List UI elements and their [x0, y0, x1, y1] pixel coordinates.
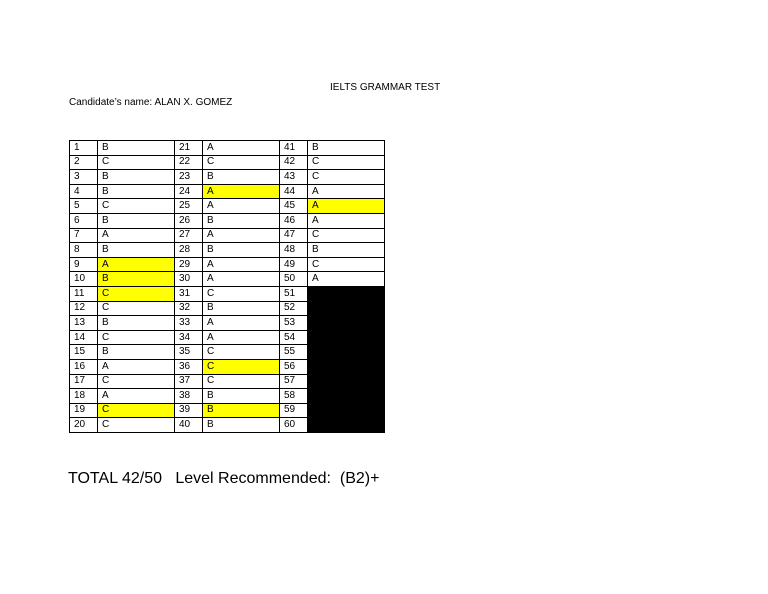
question-number: 45 — [280, 199, 308, 214]
question-number: 37 — [175, 374, 203, 389]
blacked-out-cell — [308, 374, 385, 389]
answer-table — [69, 140, 385, 433]
test-title: IELTS GRAMMAR TEST — [330, 82, 441, 93]
table-row — [70, 403, 385, 418]
question-number: 29 — [175, 257, 203, 272]
answer-cell: C — [308, 228, 385, 243]
question-number: 15 — [70, 345, 98, 360]
table-row — [70, 184, 385, 199]
answer-cell: A — [203, 330, 280, 345]
blacked-out-cell — [308, 286, 385, 301]
answer-cell: A — [98, 257, 175, 272]
answer-cell: C — [308, 170, 385, 185]
question-number: 20 — [70, 418, 98, 433]
question-number: 47 — [280, 228, 308, 243]
question-number: 51 — [280, 286, 308, 301]
answer-cell: C — [98, 155, 175, 170]
question-number: 24 — [175, 184, 203, 199]
blacked-out-cell — [308, 418, 385, 433]
answer-cell: A — [203, 257, 280, 272]
question-number: 16 — [70, 359, 98, 374]
answer-cell: C — [98, 286, 175, 301]
answer-cell: B — [308, 243, 385, 258]
answer-cell: C — [98, 374, 175, 389]
question-number: 59 — [280, 403, 308, 418]
question-number: 44 — [280, 184, 308, 199]
question-number: 56 — [280, 359, 308, 374]
question-number: 14 — [70, 330, 98, 345]
table-row — [70, 199, 385, 214]
table-row — [70, 374, 385, 389]
answer-cell: A — [203, 316, 280, 331]
blacked-out-cell — [308, 301, 385, 316]
answer-cell: C — [203, 374, 280, 389]
question-number: 4 — [70, 184, 98, 199]
answer-cell: B — [98, 184, 175, 199]
answer-cell: C — [98, 403, 175, 418]
table-row — [70, 389, 385, 404]
answer-cell: C — [203, 286, 280, 301]
table-row — [70, 170, 385, 185]
question-number: 48 — [280, 243, 308, 258]
table-row — [70, 418, 385, 433]
answer-cell: A — [98, 389, 175, 404]
level-value: (B2)+ — [339, 470, 380, 487]
question-number: 25 — [175, 199, 203, 214]
answer-cell: B — [203, 389, 280, 404]
question-number: 42 — [280, 155, 308, 170]
answer-cell: A — [308, 272, 385, 287]
question-number: 33 — [175, 316, 203, 331]
answer-cell: C — [98, 301, 175, 316]
answer-cell: A — [203, 184, 280, 199]
table-row — [70, 359, 385, 374]
answer-cell: C — [98, 418, 175, 433]
question-number: 1 — [70, 141, 98, 156]
answer-cell: B — [203, 213, 280, 228]
answer-cell: C — [203, 155, 280, 170]
answer-cell: A — [98, 228, 175, 243]
answer-cell: C — [308, 257, 385, 272]
table-row — [70, 141, 385, 156]
question-number: 35 — [175, 345, 203, 360]
answer-cell: B — [98, 272, 175, 287]
question-number: 7 — [70, 228, 98, 243]
answer-cell: A — [308, 184, 385, 199]
question-number: 60 — [280, 418, 308, 433]
answer-cell: B — [98, 316, 175, 331]
question-number: 26 — [175, 213, 203, 228]
question-number: 58 — [280, 389, 308, 404]
question-number: 53 — [280, 316, 308, 331]
total-score: 42/50 — [121, 470, 162, 487]
blacked-out-cell — [308, 330, 385, 345]
question-number: 40 — [175, 418, 203, 433]
question-number: 57 — [280, 374, 308, 389]
question-number: 13 — [70, 316, 98, 331]
question-number: 12 — [70, 301, 98, 316]
answer-cell: B — [203, 243, 280, 258]
table-row — [70, 330, 385, 345]
answer-cell: B — [98, 213, 175, 228]
candidate-label: Candidate’s name: — [69, 97, 153, 108]
answer-cell: A — [98, 359, 175, 374]
question-number: 54 — [280, 330, 308, 345]
answer-cell: A — [203, 141, 280, 156]
answer-cell: B — [203, 418, 280, 433]
question-number: 32 — [175, 301, 203, 316]
blacked-out-cell — [308, 403, 385, 418]
question-number: 23 — [175, 170, 203, 185]
blacked-out-cell — [308, 359, 385, 374]
answer-cell: A — [203, 272, 280, 287]
question-number: 49 — [280, 257, 308, 272]
question-number: 8 — [70, 243, 98, 258]
question-number: 21 — [175, 141, 203, 156]
table-row — [70, 213, 385, 228]
question-number: 17 — [70, 374, 98, 389]
answer-cell: B — [308, 141, 385, 156]
question-number: 27 — [175, 228, 203, 243]
total-label: TOTAL — [68, 470, 118, 487]
question-number: 38 — [175, 389, 203, 404]
answer-table-body — [70, 141, 385, 433]
question-number: 30 — [175, 272, 203, 287]
question-number: 41 — [280, 141, 308, 156]
question-number: 50 — [280, 272, 308, 287]
question-number: 6 — [70, 213, 98, 228]
answer-cell: B — [203, 301, 280, 316]
candidate-line — [69, 97, 232, 108]
question-number: 55 — [280, 345, 308, 360]
table-row — [70, 316, 385, 331]
answer-cell: B — [98, 243, 175, 258]
question-number: 2 — [70, 155, 98, 170]
answer-cell: C — [308, 155, 385, 170]
table-row — [70, 155, 385, 170]
table-row — [70, 243, 385, 258]
question-number: 39 — [175, 403, 203, 418]
question-number: 19 — [70, 403, 98, 418]
question-number: 28 — [175, 243, 203, 258]
answer-cell: B — [98, 141, 175, 156]
answer-cell: B — [98, 345, 175, 360]
question-number: 31 — [175, 286, 203, 301]
table-row — [70, 345, 385, 360]
question-number: 11 — [70, 286, 98, 301]
candidate-name: ALAN X. GOMEZ — [154, 97, 233, 108]
answer-cell: A — [203, 199, 280, 214]
level-label: Level Recommended: — [175, 470, 331, 487]
answer-cell: C — [203, 359, 280, 374]
answer-cell: B — [203, 403, 280, 418]
blacked-out-cell — [308, 316, 385, 331]
question-number: 3 — [70, 170, 98, 185]
answer-cell: A — [308, 213, 385, 228]
question-number: 18 — [70, 389, 98, 404]
question-number: 36 — [175, 359, 203, 374]
blacked-out-cell — [308, 389, 385, 404]
question-number: 5 — [70, 199, 98, 214]
question-number: 22 — [175, 155, 203, 170]
blacked-out-cell — [308, 345, 385, 360]
table-row — [70, 228, 385, 243]
table-row — [70, 286, 385, 301]
question-number: 46 — [280, 213, 308, 228]
question-number: 10 — [70, 272, 98, 287]
answer-cell: C — [203, 345, 280, 360]
answer-cell: B — [203, 170, 280, 185]
question-number: 9 — [70, 257, 98, 272]
answer-cell: A — [308, 199, 385, 214]
question-number: 52 — [280, 301, 308, 316]
answer-cell: A — [203, 228, 280, 243]
table-row — [70, 301, 385, 316]
answer-cell: B — [98, 170, 175, 185]
table-row — [70, 272, 385, 287]
table-row — [70, 257, 385, 272]
question-number: 34 — [175, 330, 203, 345]
question-number: 43 — [280, 170, 308, 185]
answer-cell: C — [98, 199, 175, 214]
result-line — [68, 470, 379, 488]
answer-cell: C — [98, 330, 175, 345]
